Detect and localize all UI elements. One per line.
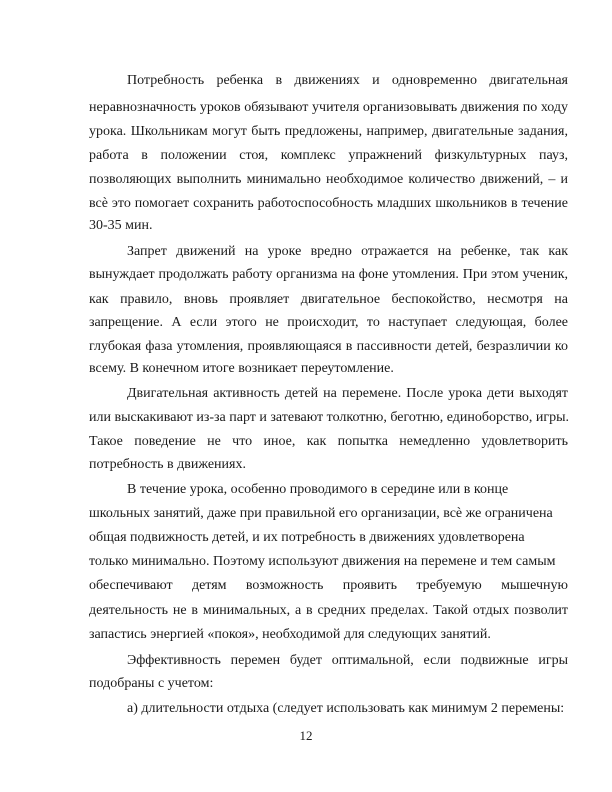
text-line: деятельность не в минимальных, а в средних пределах. Такой отдых позволит [89, 603, 568, 618]
text-line: подобраны с учетом: [89, 676, 214, 691]
text-line: работа в положении стоя, комплекс упражнений физкультурных пауз, [89, 148, 568, 163]
text-line: всѐ это помогает сохранить работоспособность младших школьников в течение [89, 196, 568, 211]
text-line: обеспечивают детям возможность проявить требуемую мышечную [89, 578, 568, 593]
text-line: вынуждает продолжать работу организма на фоне утомления. При этом ученик, [89, 267, 568, 282]
text-line: или выскакивают из-за парт и затевают толкотню, беготню, единоборство, игры. [89, 410, 570, 425]
text-line: урока. Школьникам могут быть предложены, например, двигательные задания, [89, 124, 568, 139]
text-line: всему. В конечном итоге возникает переутомление. [89, 361, 394, 376]
text-line: Эффективность перемен будет оптимальной, если подвижные игры [127, 653, 568, 668]
text-line: 30-35 мин. [89, 218, 153, 233]
text-line: запрещение. А если этого не происходит, то наступает следующая, более [89, 315, 568, 330]
text-line: Запрет движений на уроке вредно отражается на ребенке, так как [127, 244, 568, 259]
text-line: потребность в движениях. [89, 457, 246, 472]
text-line: глубокая фаза утомления, проявляющаяся в пассивности детей, безразличии ко [89, 339, 568, 354]
text-line: позволяющих выполнить минимально необходимое количество движений, – и [89, 172, 568, 187]
text-line: а) длительности отдыха (следует использовать как минимум 2 перемены: [127, 701, 565, 716]
text-line: как правило, вновь проявляет двигательное беспокойство, несмотря на [89, 292, 568, 307]
text-line: неравнозначность уроков обязывают учителя организовывать движения по ходу [89, 100, 568, 115]
text-line: Потребность ребенка в движениях и одновременно двигательная [127, 73, 568, 88]
text-line: школьных занятий, даже при правильной его организации, всѐ же ограничена [89, 506, 553, 521]
text-line: запастись энергией «покоя», необходимой для следующих занятий. [89, 627, 491, 642]
page-number: 12 [299, 728, 313, 743]
text-line: только минимально. Поэтому используют движения на перемене и тем самым [89, 554, 556, 569]
text-line: В течение урока, особенно проводимого в середине или в конце [127, 482, 509, 497]
text-line: общая подвижность детей, и их потребность в движениях удовлетворена [89, 530, 525, 545]
text-line: Двигательная активность детей на перемене. После урока дети выходят [127, 386, 568, 401]
text-line: Такое поведение не что иное, как попытка немедленно удовлетворить [89, 434, 568, 449]
